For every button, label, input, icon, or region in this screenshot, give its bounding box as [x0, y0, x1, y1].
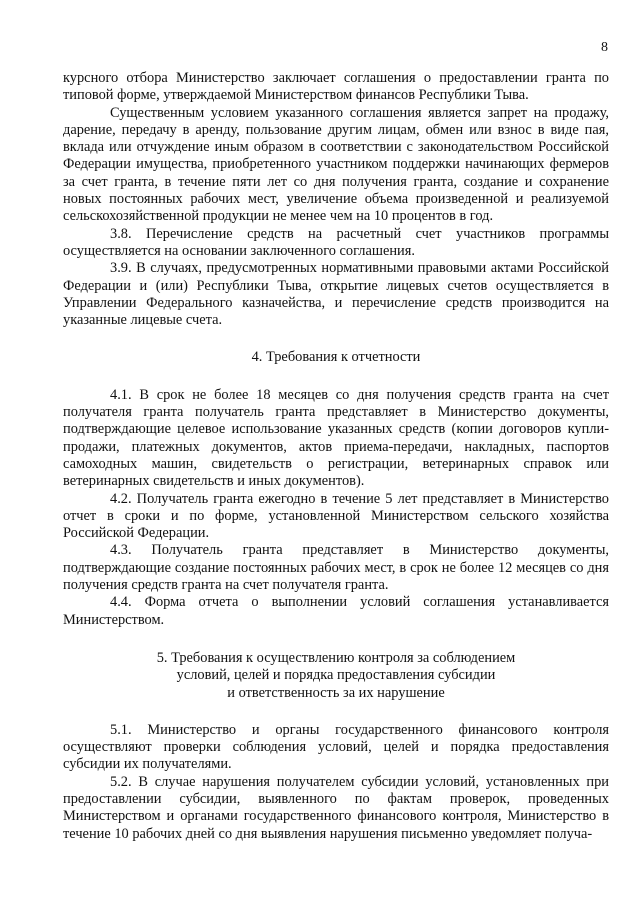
paragraph: 4.4. Форма отчета о выполнении условий соглашения устанавливается Министерством.	[63, 594, 609, 628]
paragraph: 3.8. Перечисление средств на расчетный счет участников программы осуществляется на основании заключенного соглашения.	[63, 225, 609, 259]
heading-line: и ответственность за их нарушение	[227, 684, 445, 701]
page-number: 8	[601, 40, 608, 55]
paragraph: Существенным условием указанного соглашения является запрет на продажу, дарение, передачу в аренду, пользование другим лицам, обмен или взнос в виде пая, вклада или отчуждение иным образом в соответствии с законодательством Российской Федерации имущества, приобретенного участником поддержки начинающих фермеров за счет гранта, в течение пяти лет со дня получения гранта, создание и сохранение новых постоянных рабочих мест, увеличение объема произведенной и реализуемой сельскохозяйственной продукции не менее чем на 10 процентов в год.	[63, 104, 609, 225]
paragraph: 3.9. В случаях, предусмотренных нормативными правовыми актами Российской Федерации и (или) Республики Тыва, открытие лицевых счетов осуществляется в Управлении Федерального казначейства, и перечисление средств производится на указанные лицевые счета.	[63, 260, 609, 329]
heading-line: 5. Требования к осуществлению контроля за соблюдением	[156, 649, 516, 666]
paragraph: 4.3. Получатель гранта представляет в Министерство документы, подтверждающие создание постоянных рабочих мест, в срок не более 12 месяцев со дня получения средств гранта на счет получателя гранта.	[63, 542, 609, 594]
paragraph: 4.1. В срок не более 18 месяцев со дня получения средств гранта на счет получателя гранта получатель гранта представляет в Министерство документы, подтверждающие целевое использование указанных средств (копии договоров купли-продажи, платежных документов, актов приема-передачи, накладных, паспортов самоходных машин, свидетельств о регистрации, ветеринарных справок или ветеринарных свидетельств и иных документов).	[63, 386, 609, 490]
paragraph: курсного отбора Министерство заключает соглашения о предоставлении гранта по типовой форме, утверждаемой Министерством финансов Республики Тыва.	[63, 70, 609, 104]
document-body	[63, 70, 609, 843]
section-4-heading: 4. Требования к отчетности	[251, 349, 421, 366]
paragraph: 5.2. В случае нарушения получателем субсидии условий, установленных при предоставлении субсидии, выявленного по фактам проверок, проведенных Министерством и органами государственного финансового контроля, Министерство в течение 10 рабочих дней со дня выявления нарушения письменно уведомляет получа-	[63, 773, 609, 842]
paragraph: 5.1. Министерство и органы государственного финансового контроля осуществляют проверки соблюдения условий, целей и порядка предоставления субсидии их получателями.	[63, 721, 609, 773]
paragraph: 4.2. Получатель гранта ежегодно в течение 5 лет представляет в Министерство отчет в сроки и по форме, установленной Министерством сельского хозяйства Российской Федерации.	[63, 490, 609, 542]
section-5-heading	[63, 650, 609, 702]
heading-line: условий, целей и порядка предоставления субсидии	[176, 667, 496, 684]
